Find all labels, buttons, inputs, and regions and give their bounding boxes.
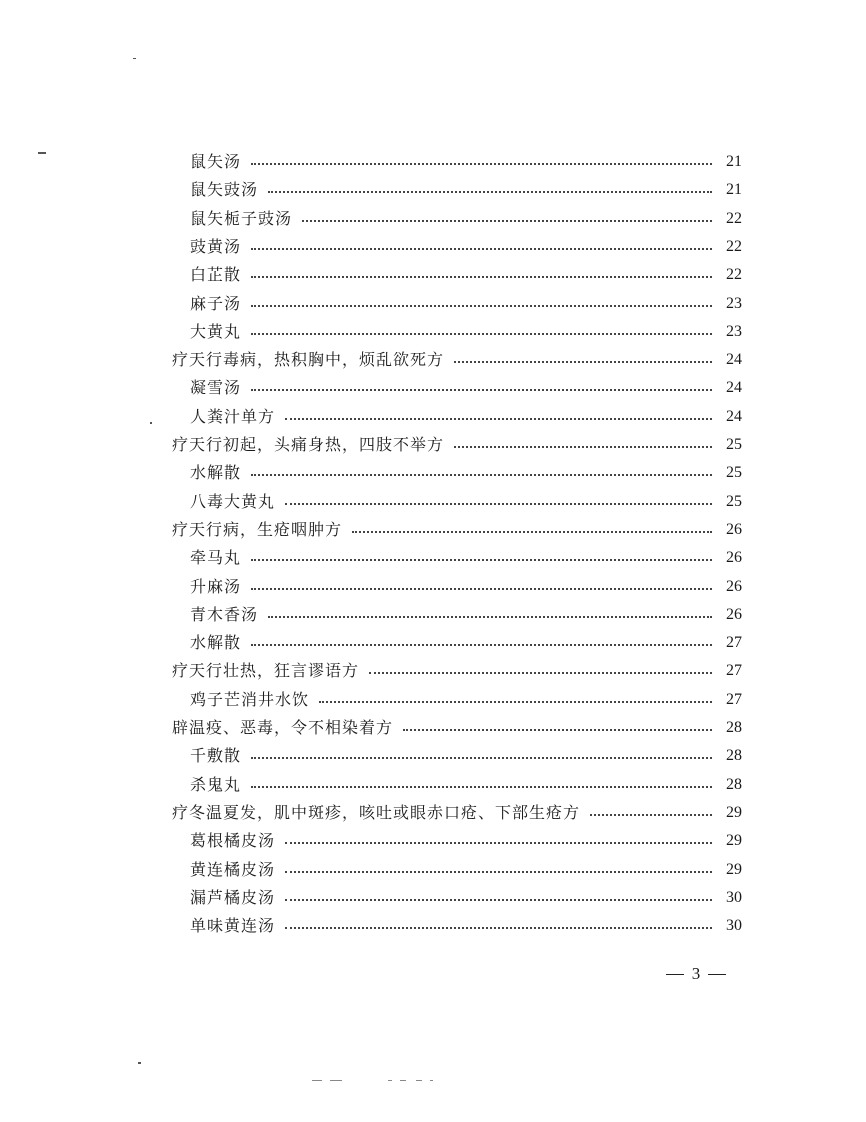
- toc-entry-title: 疗天行壮热，狂言谬语方: [172, 661, 360, 681]
- toc-entry[interactable]: [190, 318, 742, 346]
- toc-entry-title: 鼠矢汤: [190, 152, 242, 171]
- toc-entry-title: 鼠矢栀子豉汤: [190, 208, 293, 228]
- toc-entry-title: 青木香汤: [190, 604, 259, 624]
- dot-leader: [251, 559, 712, 561]
- toc-entry-page-number: 21: [726, 153, 742, 170]
- toc-entry-title: 杀鬼丸: [190, 774, 242, 794]
- page-footer: [648, 962, 744, 986]
- toc-entry-title: 疗天行毒病，热积胸中，烦乱欲死方: [172, 350, 445, 370]
- dot-leader: [454, 361, 712, 363]
- toc-entry[interactable]: [190, 374, 742, 402]
- dot-leader: [251, 588, 712, 590]
- toc-entry[interactable]: [190, 403, 742, 431]
- toc-entry-title: 鸡子芒消井水饮: [190, 689, 310, 709]
- dot-leader: [302, 220, 712, 222]
- toc-entry-page-number: 26: [726, 605, 742, 623]
- toc-entry-title: 升麻汤: [190, 576, 242, 596]
- toc-entry-title: 黄连橘皮汤: [190, 859, 276, 879]
- toc-section-entry[interactable]: [172, 657, 742, 685]
- dot-leader: [251, 757, 712, 759]
- dot-leader: [251, 389, 712, 391]
- toc-entry-title: 漏芦橘皮汤: [190, 887, 276, 907]
- toc-entry-title: 葛根橘皮汤: [190, 831, 276, 851]
- toc-entry[interactable]: [190, 459, 742, 487]
- toc-section-entry[interactable]: [172, 799, 742, 827]
- toc-entry-page-number: 22: [726, 209, 742, 227]
- toc-entry-title: 千敷散: [190, 746, 242, 766]
- toc-entry[interactable]: [190, 488, 742, 516]
- toc-entry-page-number: 26: [726, 520, 742, 538]
- toc-entry[interactable]: [190, 176, 742, 204]
- dot-leader: [454, 446, 712, 448]
- toc-entry[interactable]: [190, 856, 742, 884]
- dot-leader: [403, 729, 712, 731]
- footer-dash-right: [708, 974, 726, 975]
- toc-entry-page-number: 27: [726, 662, 742, 680]
- toc-entry[interactable]: [190, 290, 742, 318]
- dot-leader: [251, 248, 712, 250]
- dot-leader: [285, 842, 712, 844]
- toc-entry-title: 疗天行初起，头痛身热，四肢不举方: [172, 435, 445, 454]
- dot-leader: [251, 276, 712, 278]
- dot-leader: [251, 786, 712, 788]
- toc-entry-page-number: 27: [726, 634, 742, 652]
- toc-entry[interactable]: [190, 573, 742, 601]
- toc-section-entry[interactable]: [172, 516, 742, 544]
- dot-leader: [590, 814, 712, 816]
- toc-entry[interactable]: [190, 261, 742, 289]
- toc-entry-page-number: 29: [726, 860, 742, 878]
- dot-leader: [285, 503, 712, 505]
- toc-entry-page-number: 28: [726, 747, 742, 765]
- toc-entry[interactable]: [190, 884, 742, 912]
- toc-entry-page-number: 21: [726, 181, 742, 199]
- toc-entry-title: 疗天行病，生疮咽肿方: [172, 519, 343, 539]
- toc-entry-page-number: 26: [726, 577, 742, 595]
- toc-entry[interactable]: [190, 544, 742, 572]
- toc-entry-title: 水解散: [190, 463, 242, 483]
- toc-section-entry[interactable]: [172, 431, 742, 459]
- toc-entry[interactable]: [190, 912, 742, 940]
- toc-entry-title: 辟温疫、恶毒，令不相染着方: [172, 718, 394, 737]
- dot-leader: [251, 644, 712, 646]
- toc-entry-title: 人粪汁单方: [190, 406, 276, 426]
- toc-entry[interactable]: [190, 148, 742, 176]
- toc-entry-page-number: 26: [726, 549, 742, 567]
- toc-entry-page-number: 23: [726, 294, 742, 312]
- toc-entry-title: 鼠矢豉汤: [190, 180, 259, 200]
- toc-entry-page-number: 28: [726, 775, 742, 793]
- toc-entry-page-number: 25: [726, 436, 742, 453]
- dot-leader: [268, 191, 712, 193]
- toc-entry-page-number: 30: [726, 888, 742, 906]
- toc-entry-title: 大黄丸: [190, 321, 242, 341]
- toc-entry-title: 水解散: [190, 633, 242, 653]
- dot-leader: [251, 305, 712, 307]
- dot-leader: [352, 531, 712, 533]
- toc-section-entry[interactable]: [172, 714, 742, 742]
- footer-dash-left: [666, 974, 684, 975]
- toc-entry-page-number: 23: [726, 322, 742, 340]
- dot-leader: [268, 616, 712, 618]
- toc-entry-page-number: 25: [726, 464, 742, 482]
- toc-entry[interactable]: [190, 629, 742, 657]
- dot-leader: [285, 927, 712, 929]
- toc-entry[interactable]: [190, 233, 742, 261]
- toc-entry[interactable]: [190, 601, 742, 629]
- toc-entry-title: 牵马丸: [190, 548, 242, 568]
- toc-entry-title: 八毒大黄丸: [190, 491, 276, 511]
- dot-leader: [319, 701, 712, 703]
- toc-entry-title: 麻子汤: [190, 293, 242, 313]
- dot-leader: [285, 899, 712, 901]
- toc-entry[interactable]: [190, 771, 742, 799]
- toc-entry-page-number: 24: [726, 379, 742, 397]
- toc-entry-page-number: 29: [726, 803, 742, 821]
- toc-entry-title: 疗冬温夏发，肌中斑疹，咳吐或眼赤口疮、下部生疮方: [172, 802, 581, 822]
- toc-entry-title: 凝雪汤: [190, 378, 242, 398]
- toc-entry-page-number: 25: [726, 492, 742, 510]
- toc-entry-page-number: 28: [726, 719, 742, 736]
- toc-entry[interactable]: [190, 742, 742, 770]
- dot-leader: [251, 163, 712, 165]
- page-number: 3: [691, 964, 701, 983]
- toc-entry-page-number: 27: [726, 690, 742, 708]
- toc-entry-page-number: 22: [726, 237, 742, 255]
- dot-leader: [251, 474, 712, 476]
- toc-entry[interactable]: [190, 205, 742, 233]
- dot-leader: [285, 871, 712, 873]
- dot-leader: [369, 672, 712, 674]
- toc-entry-page-number: 29: [726, 832, 742, 850]
- dot-leader: [251, 333, 712, 335]
- toc-entry-page-number: 24: [726, 407, 742, 425]
- toc-entry[interactable]: [190, 686, 742, 714]
- toc-entry-title: 豉黄汤: [190, 236, 242, 256]
- toc-entry-page-number: 22: [726, 266, 742, 284]
- toc-entry-title: 白芷散: [190, 265, 242, 285]
- toc-entry-page-number: 30: [726, 917, 742, 935]
- toc-entry[interactable]: [190, 827, 742, 855]
- dot-leader: [285, 418, 712, 420]
- toc-entry-title: 单味黄连汤: [190, 916, 276, 936]
- toc-section-entry[interactable]: [172, 346, 742, 374]
- toc-entry-page-number: 24: [726, 351, 742, 369]
